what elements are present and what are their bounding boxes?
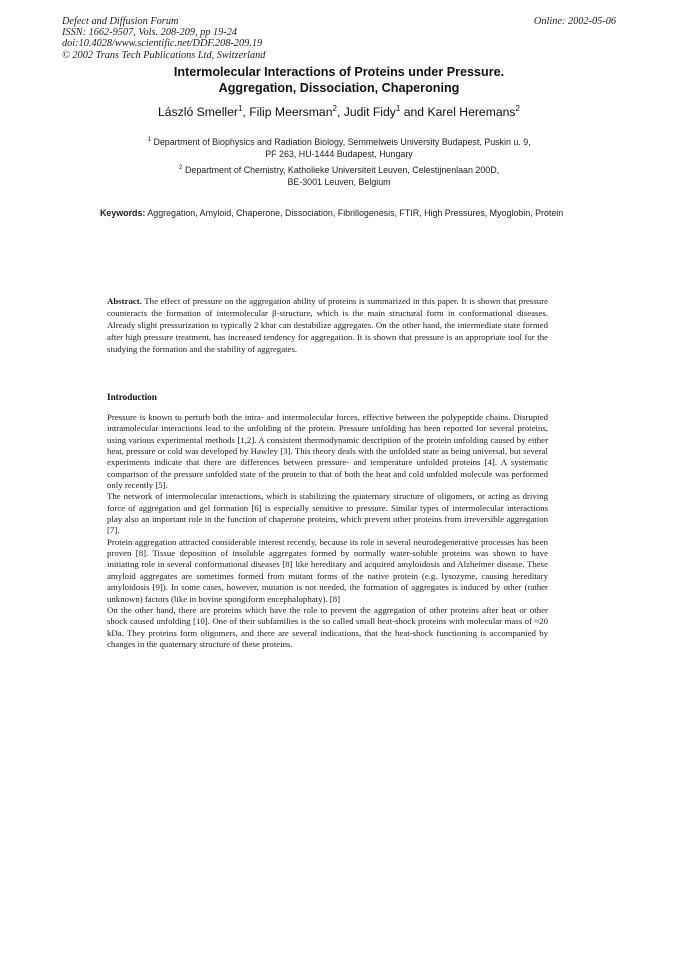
author-name: László Smeller	[158, 105, 238, 120]
author-affiliation-marker: 2	[332, 104, 337, 113]
title-line-1: Intermolecular Interactions of Proteins under Pressure.	[173, 65, 505, 79]
introduction-body	[107, 412, 548, 650]
keywords-text: Aggregation, Amyloid, Chaperone, Dissociation, Fibrillogenesis, FTIR, High Pressures, Myoglobin, Protein	[145, 208, 564, 218]
abstract	[107, 296, 548, 356]
author-separator: ,	[336, 105, 344, 120]
author-affiliation-marker: 1	[237, 104, 243, 113]
author-name: Filip Meersman	[249, 105, 333, 120]
paragraph: On the other hand, there are proteins which have the role to prevent the aggregation of other proteins after heat or other shock caused unfolding [10]. One of their subfamilies is the so called small heat-shock proteins with molecular mass of ≈20 kDa. They proteins form oligomers, and there are several indications, that the heat-shock functioning is accompanied by changes in the quaternary structure of these proteins.	[107, 604, 548, 649]
paragraph: Protein aggregation attracted considerable interest recently, because its role in several neurodegenerative processes has been proven [8]. Tissue deposition of insoluble aggregates formed by normally water-soluble proteins was shown to have initiating role in several conformational diseases [8] like hereditary and acquired amyloidosis and Alzheimer disease. These amyloid aggregates are sometimes formed from mutant forms of the native protein (e.g. lysozyme, causing hereditary amyloidosis [9]). In some cases, however, mutation is not needed, the formation of aggregates is induced by other (rather unknown) factors (like in bovine spongiform encephalophaty). [8]	[107, 536, 548, 604]
abstract-text: The effect of pressure on the aggregation ability of proteins is summarized in this paper. It is shown that pressure counteracts the formation of intermolecular β-structure, which is the main structural form in conformational diseases. Already slight pressurization to typically 2 kbar can destabilize aggregates. On the other hand, the intermediate state formed after high pressure treatment, has increased tendency for aggregation. It is shown that pressure is an appropriate tool for the studying the formation and the stability of aggregates.	[107, 296, 548, 354]
abstract-label: Abstract.	[107, 296, 142, 306]
affiliation-line: Department of Chemistry, Katholieke Universiteit Leuven, Celestijnenlaan 200D,	[185, 164, 500, 175]
affiliation-2	[0, 162, 678, 188]
author-name: Judit Fidy	[343, 105, 396, 120]
affiliation-1	[0, 134, 678, 160]
paragraph: The network of intermolecular interactions, which is stabilizing the quaternary structure of oligomers, or acting as driving force of aggregation and gel formation [6] is especially sensitive to pressure. Similar types of intermolecular interactions play also an important role in the function of chaperone proteins, which prevent other proteins from irreversible aggregation [7].	[107, 491, 548, 536]
affiliation-marker: 2	[178, 164, 183, 171]
paragraph: Pressure is known to perturb both the intra- and intermolecular forces, effective between the polypeptide chains. Disrupted intramolecular interactions lead to the unfolding of the protein. Pressure unfolding has been reported for several proteins, using various experimental methods [1,2]. A consistent thermodynamic description of the protein unfolding caused by either heat, pressure or cold was developed by Hawley [3]. This theory deals with the unfolded state as being universal, but several experiments indicate that there are differences between pressure- and temperature unfolded proteins [4]. A systematic comparison of the pressure unfolded state of the protein to that of both the heat and cold unfolded molecule was performed only recently [5].	[107, 412, 548, 491]
issn-line: ISSN: 1662-9507, Vols. 208-209, pp 19-24	[62, 27, 238, 39]
title-line-2: Aggregation, Dissociation, Chaperoning	[218, 81, 460, 95]
keywords	[100, 207, 580, 220]
author-affiliation-marker: 1	[395, 104, 401, 113]
affiliation-marker: 1	[147, 136, 151, 143]
journal-name: Defect and Diffusion Forum	[62, 16, 179, 27]
author-separator: ,	[242, 105, 250, 120]
doi-line: doi:10.4028/www.scientific.net/DDF.208-209.19	[62, 38, 263, 50]
affiliation-line: PF 263, HU-1444 Budapest, Hungary	[265, 148, 413, 159]
author-affiliation-marker: 2	[515, 104, 520, 113]
author-name: Karel Heremans	[427, 105, 516, 120]
affiliation-line: BE-3001 Leuven, Belgium	[287, 176, 391, 187]
keywords-label: Keywords:	[100, 208, 146, 218]
paper-title	[0, 64, 678, 96]
online-date: Online: 2002-05-06	[533, 16, 616, 27]
author-list	[0, 104, 678, 119]
author-separator: and	[400, 105, 428, 120]
affiliation-line: Department of Biophysics and Radiation Biology, Semmelweis University Budapest, Puskin u. 9,	[153, 136, 531, 147]
journal-header	[62, 16, 265, 61]
copyright-line: © 2002 Trans Tech Publications Ltd, Switzerland	[62, 49, 266, 61]
section-heading: Introduction	[107, 392, 157, 402]
